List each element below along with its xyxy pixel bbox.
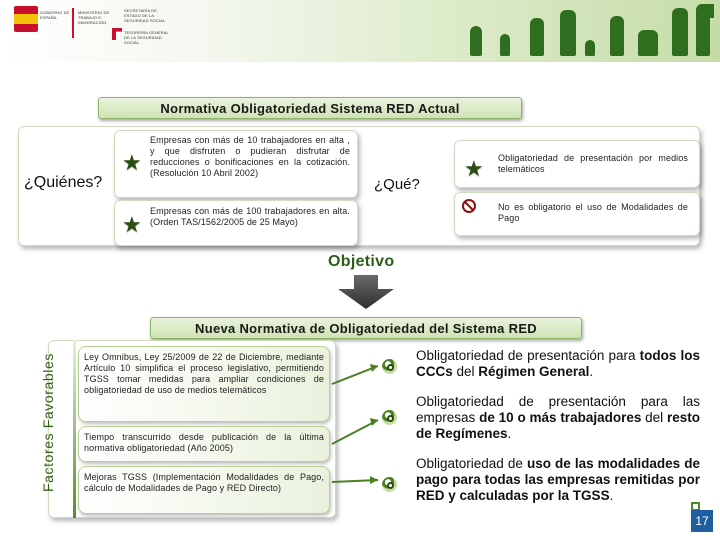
nueva-item-1-text: Obligatoriedad de presentación para <box>416 348 640 363</box>
nueva-item-2-text: . <box>507 426 512 441</box>
que-item-2: No es obligatorio el uso de Modalidades de Pago <box>498 202 688 223</box>
page-number-badge <box>691 502 713 532</box>
bottom-section-banner <box>150 317 582 339</box>
tgss-text: TESORERÍA GENERAL DE LA SEGURIDAD SOCIAL <box>124 30 169 45</box>
tgss-logo-icon <box>112 28 122 40</box>
que-label: ¿Qué? <box>374 176 420 193</box>
connector-arrows <box>328 348 384 498</box>
top-banner-title: Normativa Obligatoriedad Sistema RED Actual <box>160 100 460 116</box>
star-icon: ★ <box>122 150 142 175</box>
ministry-text: MINISTERIO DE TRABAJO E INMIGRACIÓN <box>78 10 110 25</box>
nueva-item-3-text: . <box>609 488 614 503</box>
factor-item-3: Mejoras TGSS (Implementación Modalidades de Pago, cálculo de Modalidades de Pago y RED Directo) <box>84 472 324 493</box>
que-item-1: Obligatoriedad de presentación por medios telemáticos <box>498 153 688 174</box>
page-number: 17 <box>691 510 713 532</box>
ministry-divider <box>72 8 74 38</box>
nueva-item-3-bold: uso de las modalidades de pago para todas las empresas remitidas por RED y calculadas por la TGSS <box>416 456 700 503</box>
person-silhouette-icon <box>530 18 544 56</box>
factor-item-2: Tiempo transcurrido desde publicación de la última normativa obligatoriedad (Año 2005) <box>84 432 324 453</box>
bullet-ring-icon <box>387 415 394 422</box>
person-silhouette-icon <box>470 26 482 56</box>
person-silhouette-icon <box>610 16 624 56</box>
secretaria-text: SECRETARÍA DE ESTADO DE LA SEGURIDAD SOCIAL <box>124 8 166 23</box>
header-bar <box>0 0 720 62</box>
dog-silhouette-icon <box>638 30 658 56</box>
person-silhouette-icon <box>672 8 688 56</box>
objetivo-label: Objetivo <box>328 253 395 270</box>
spain-crest-icon <box>14 6 38 32</box>
nueva-item-2 <box>416 394 700 442</box>
star-icon: ★ <box>464 156 484 181</box>
bullet-ring-icon <box>387 364 394 371</box>
down-arrow-icon <box>334 275 398 309</box>
quienes-item-2: Empresas con más de 100 trabajadores en alta. (Orden TAS/1562/2005 de 25 Mayo) <box>150 206 350 227</box>
child-silhouette-icon <box>585 40 595 56</box>
nueva-item-3-text: Obligatoriedad de <box>416 456 527 471</box>
person-silhouette-icon <box>500 34 510 56</box>
nueva-item-1-text: del <box>452 364 479 379</box>
nueva-item-1-text: . <box>589 364 594 379</box>
nueva-item-2-bold: resto de Regímenes <box>416 410 700 441</box>
cube-icon <box>700 4 714 18</box>
person-silhouette-icon <box>560 10 576 56</box>
quienes-label: ¿Quiénes? <box>24 174 103 191</box>
factor-item-1: Ley Omnibus, Ley 25/2009 de 22 de Diciembre, mediante Artículo 10 simplifica el proceso legislativo, permitiendo TGSS tomar medidas para ampliar condiciones de obligatoriedad de uso de medios telemáticos <box>84 352 324 395</box>
nueva-item-2-text: Obligatoriedad de presentación para las empresas <box>416 394 700 425</box>
bullet-ring-icon <box>387 482 394 489</box>
nueva-item-3 <box>416 456 700 504</box>
nueva-item-1 <box>416 348 700 380</box>
nueva-item-2-text: del <box>641 410 667 425</box>
bottom-banner-title: Nueva Normativa de Obligatoriedad del Sistema RED <box>195 320 537 336</box>
prohibited-icon <box>462 199 476 213</box>
nueva-item-2-bold: de 10 o más trabajadores <box>479 410 642 425</box>
factores-divider <box>73 340 76 518</box>
gov-spain-text: GOBIERNO DE ESPAÑA <box>40 10 70 20</box>
quienes-item-1: Empresas con más de 10 trabajadores en alta , y que disfruten o pudieran disfrutar de reducciones o bonificaciones en la cotización. (Resolución 10 Abril 2002) <box>150 135 350 178</box>
top-section-banner <box>98 97 522 119</box>
factores-label: Factores Favorables <box>40 352 56 492</box>
nueva-item-1-bold: todos los CCCs <box>416 348 701 379</box>
nueva-item-1-bold: Régimen General <box>478 364 590 379</box>
star-icon: ★ <box>122 212 142 237</box>
